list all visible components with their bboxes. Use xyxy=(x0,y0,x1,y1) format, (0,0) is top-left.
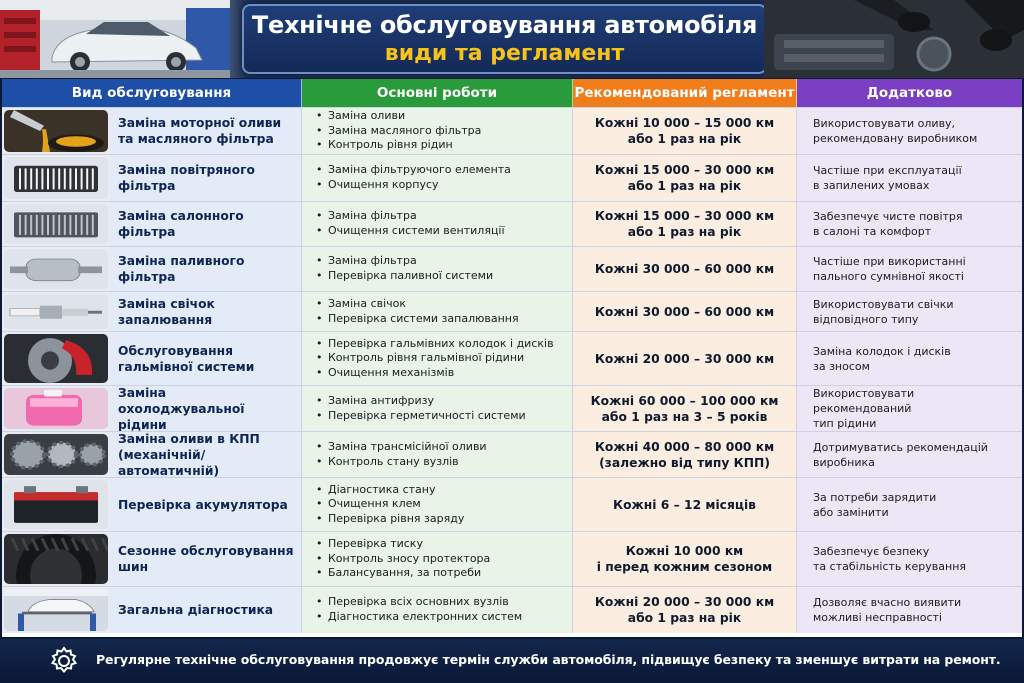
table-row xyxy=(2,385,1022,431)
service-name: Перевірка акумулятора xyxy=(110,478,302,531)
service-extra xyxy=(797,247,1022,291)
service-extra xyxy=(797,292,1022,331)
battery-icon xyxy=(4,480,108,529)
service-works xyxy=(302,247,573,291)
work-item: • Заміна оливи xyxy=(316,109,481,124)
multiline-text: Дозволяє вчасно виявити можливі несправності xyxy=(813,596,962,624)
spark-plug-icon xyxy=(4,294,108,329)
service-schedule xyxy=(573,386,797,431)
service-name: Заміна охолоджувальної рідини xyxy=(110,386,302,431)
work-item: • Перевірка паливної системи xyxy=(316,269,493,284)
service-extra xyxy=(797,202,1022,246)
works-list xyxy=(316,537,490,581)
row-image xyxy=(2,108,110,154)
work-item: • Заміна масляного фільтра xyxy=(316,124,481,139)
work-item: • Перевірка гальмівних колодок і дисків xyxy=(316,337,554,352)
work-item: • Балансування, за потреби xyxy=(316,566,490,581)
column-header-extra: Додатково xyxy=(797,79,1022,107)
multiline-text: Частіше при експлуатації в запилених умовах xyxy=(813,164,962,192)
works-list xyxy=(316,297,519,326)
row-image xyxy=(2,587,110,633)
multiline-text: Кожні 15 000 – 30 000 км або 1 раз на рік xyxy=(594,209,775,239)
air-filter-icon xyxy=(4,157,108,199)
work-item: • Очищення механізмів xyxy=(316,366,554,381)
multiline-text: Використовувати свічки відповідного типу xyxy=(813,297,954,326)
service-extra xyxy=(797,155,1022,201)
multiline-text: За потреби зарядити або замінити xyxy=(813,490,937,519)
works-list xyxy=(316,163,511,192)
service-name: Заміна свічок запалювання xyxy=(110,292,302,331)
work-item: • Перевірка рівня заряду xyxy=(316,512,464,527)
multiline-text: Дотримуватись рекомендацій виробника xyxy=(813,440,988,469)
work-item: • Контроль зносу протектора xyxy=(316,552,490,567)
service-extra xyxy=(797,478,1022,531)
works-list xyxy=(316,109,481,153)
service-name: Заміна моторної оливи та масляного фільтра xyxy=(110,108,302,154)
works-list xyxy=(316,209,505,238)
table-row xyxy=(2,201,1022,246)
service-schedule: Кожні 30 000 – 60 000 км xyxy=(573,247,797,291)
row-image xyxy=(2,292,110,331)
maintenance-table xyxy=(2,79,1022,637)
service-works xyxy=(302,108,573,154)
work-item: • Заміна антифризу xyxy=(316,394,526,409)
table-row xyxy=(2,107,1022,154)
coolant-tank-icon xyxy=(4,388,108,429)
row-image xyxy=(2,386,110,431)
title-box xyxy=(242,4,767,74)
multiline-text: Частіше при використанні пального сумнівної якості xyxy=(813,255,966,283)
service-schedule xyxy=(573,155,797,201)
table-row xyxy=(2,477,1022,531)
service-name: Заміна повітряного фільтра xyxy=(110,155,302,201)
column-header-schedule: Рекомендований регламент xyxy=(573,79,797,107)
service-name: Заміна салонного фільтра xyxy=(110,202,302,246)
service-extra xyxy=(797,108,1022,154)
gear-icon xyxy=(48,645,80,677)
service-schedule xyxy=(573,108,797,154)
service-name: Сезонне обслуговування шин xyxy=(110,532,302,586)
work-item: • Перевірка тиску xyxy=(316,537,490,552)
row-image xyxy=(2,247,110,291)
service-works xyxy=(302,478,573,531)
service-extra xyxy=(797,432,1022,477)
page-title: Технічне обслуговування автомобіля xyxy=(251,11,758,39)
car-service-photo-icon xyxy=(0,0,230,78)
multiline-text: Кожні 10 000 – 15 000 км або 1 раз на рік xyxy=(594,116,775,146)
work-item: • Заміна фільтра xyxy=(316,209,505,224)
footer-note: Регулярне технічне обслуговування продовжує термін служби автомобіля, підвищує безпеку та зменшує витрати на ремонт. xyxy=(96,652,1001,667)
work-item: • Перевірка всіх основних вузлів xyxy=(316,595,522,610)
table-row xyxy=(2,531,1022,586)
works-list xyxy=(316,595,522,624)
work-item: • Перевірка системи запалювання xyxy=(316,312,519,327)
multiline-text: Кожні 15 000 – 30 000 км або 1 раз на рік xyxy=(594,163,775,193)
work-item: • Заміна трансмісійної оливи xyxy=(316,440,487,455)
service-name: Обслуговування гальмівної системи xyxy=(110,332,302,385)
column-header-works: Основні роботи xyxy=(302,79,573,107)
service-schedule: Кожні 30 000 – 60 000 км xyxy=(573,292,797,331)
work-item: • Заміна фільтра xyxy=(316,254,493,269)
footer-banner xyxy=(0,639,1024,683)
service-works xyxy=(302,292,573,331)
service-works xyxy=(302,155,573,201)
car-lift-icon xyxy=(4,589,108,631)
service-works xyxy=(302,386,573,431)
service-schedule xyxy=(573,432,797,477)
work-item: • Заміна свічок xyxy=(316,297,519,312)
brake-disc-icon xyxy=(4,334,108,383)
service-works xyxy=(302,202,573,246)
page-subtitle: види та регламент xyxy=(384,41,625,66)
work-item: • Перевірка герметичності системи xyxy=(316,409,526,424)
service-schedule xyxy=(573,532,797,586)
table-row xyxy=(2,586,1022,633)
engine-bay-photo-icon xyxy=(764,0,1024,78)
table-row xyxy=(2,246,1022,291)
multiline-text: Заміна колодок і дисків за зносом xyxy=(813,344,951,373)
row-image xyxy=(2,478,110,531)
multiline-text: Кожні 60 000 – 100 000 км або 1 раз на 3 – 5 років xyxy=(590,393,779,424)
service-works xyxy=(302,332,573,385)
table-header xyxy=(2,79,1022,107)
work-item: • Контроль рівня рідин xyxy=(316,138,481,153)
table-body xyxy=(2,107,1022,633)
service-schedule: Кожні 6 – 12 місяців xyxy=(573,478,797,531)
column-header-type: Вид обслуговування xyxy=(2,79,302,107)
service-schedule: Кожні 20 000 – 30 000 км xyxy=(573,332,797,385)
multiline-text: Забезпечує безпеку та стабільність керування xyxy=(813,545,967,573)
work-item: • Контроль рівня гальмівної рідини xyxy=(316,351,554,366)
header-banner xyxy=(0,0,1024,78)
service-schedule xyxy=(573,587,797,633)
works-list xyxy=(316,394,526,423)
row-image xyxy=(2,432,110,477)
multiline-text: Використовувати рекомендований тип рідини xyxy=(813,387,915,430)
service-name: Загальна діагностика xyxy=(110,587,302,633)
work-item: • Заміна фільтруючого елемента xyxy=(316,163,511,178)
table-row xyxy=(2,291,1022,331)
fuel-filter-icon xyxy=(4,249,108,289)
work-item: • Очищення системи вентиляції xyxy=(316,224,505,239)
tire-icon xyxy=(4,534,108,584)
work-item: • Контроль стану вузлів xyxy=(316,455,487,470)
multiline-text: Забезпечує чисте повітря в салоні та комфорт xyxy=(813,210,963,238)
table-row xyxy=(2,154,1022,201)
table-row xyxy=(2,431,1022,477)
works-list xyxy=(316,483,464,527)
service-works xyxy=(302,432,573,477)
row-image xyxy=(2,532,110,586)
row-image xyxy=(2,155,110,201)
works-list xyxy=(316,254,493,283)
gearbox-icon xyxy=(4,434,108,475)
service-extra xyxy=(797,332,1022,385)
works-list xyxy=(316,440,487,469)
service-works xyxy=(302,587,573,633)
multiline-text: Кожні 10 000 км і перед кожним сезоном xyxy=(596,544,773,574)
service-extra xyxy=(797,587,1022,633)
service-name: Заміна оливи в КПП (механічній/автоматичній) xyxy=(110,432,302,477)
service-schedule xyxy=(573,202,797,246)
multiline-text: Кожні 40 000 – 80 000 км (залежно від типу КПП) xyxy=(594,439,775,470)
row-image xyxy=(2,202,110,246)
work-item: • Очищення корпусу xyxy=(316,178,511,193)
service-name: Заміна паливного фільтра xyxy=(110,247,302,291)
work-item: • Діагностика електронних систем xyxy=(316,610,522,625)
works-list xyxy=(316,337,554,381)
multiline-text: Використовувати оливу, рекомендовану виробником xyxy=(813,117,978,145)
work-item: • Очищення клем xyxy=(316,497,464,512)
cabin-filter-icon xyxy=(4,204,108,244)
work-item: • Діагностика стану xyxy=(316,483,464,498)
table-row xyxy=(2,331,1022,385)
service-extra xyxy=(797,532,1022,586)
multiline-text: Кожні 20 000 – 30 000 км або 1 раз на рік xyxy=(594,595,775,625)
oil-pour-icon xyxy=(4,110,108,152)
service-extra xyxy=(797,386,1022,431)
row-image xyxy=(2,332,110,385)
service-works xyxy=(302,532,573,586)
